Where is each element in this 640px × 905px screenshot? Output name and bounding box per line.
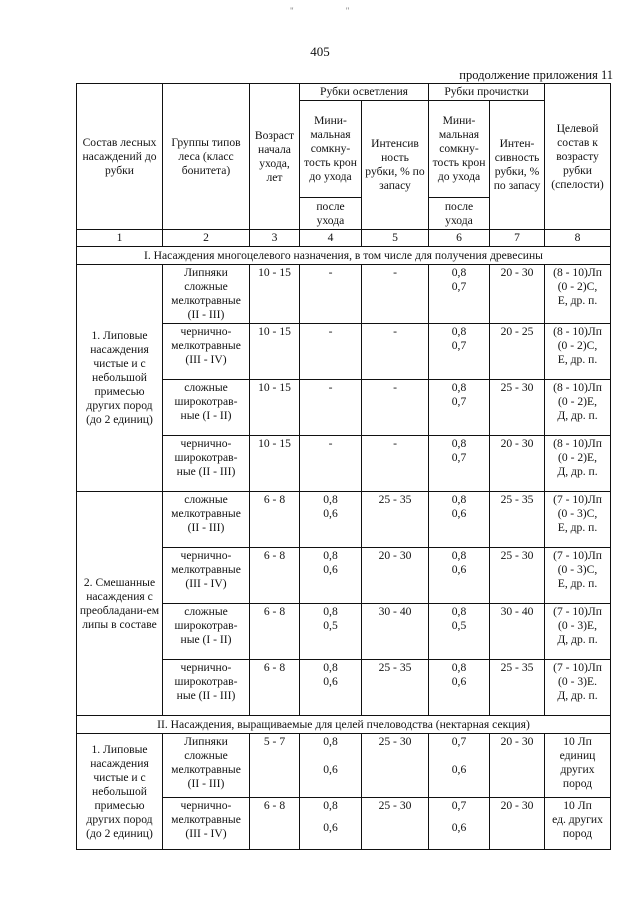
intensity-thin: 20 - 25	[490, 324, 545, 380]
target-composition-cell	[545, 548, 611, 604]
after-care-density-thin: 0,6	[451, 763, 467, 776]
forest-type-line: ные (II - III)	[176, 465, 236, 478]
intensity-light: -	[362, 324, 429, 380]
target-line: ед. других	[552, 813, 603, 826]
species-group: 2. Смешанные насаждения с преобладани-ем липы в составе	[77, 492, 163, 716]
header-min-density: Мини-мальная сомкну-тость крон до ухода	[300, 101, 362, 198]
forest-type-cell	[163, 604, 250, 660]
min-density-thin-cell	[429, 798, 490, 850]
intensity-thin: 25 - 30	[490, 380, 545, 436]
forest-type-line: чернично-	[180, 661, 232, 674]
forest-type-line: широкотрав-	[174, 619, 238, 632]
after-care-density-thin: 0,6	[451, 507, 467, 520]
target-composition-cell	[545, 604, 611, 660]
start-age: 6 - 8	[250, 492, 300, 548]
intensity-light: -	[362, 436, 429, 492]
target-composition-cell	[545, 492, 611, 548]
intensity-light: 20 - 30	[362, 548, 429, 604]
target-line: (8 - 10)Лп	[553, 437, 602, 450]
target-line: пород	[562, 827, 593, 840]
target-composition-cell	[545, 798, 611, 850]
min-density-thin-cell	[429, 265, 490, 324]
scan-marks	[290, 6, 401, 16]
after-care-density-thin: 0,6	[451, 563, 467, 576]
min-density-cell	[300, 380, 362, 436]
forest-type-line: (III - IV)	[185, 827, 227, 840]
start-age: 6 - 8	[250, 660, 300, 716]
forest-type-line: (III - IV)	[185, 353, 227, 366]
intensity-thin: 25 - 35	[490, 492, 545, 548]
min-density: -	[328, 266, 333, 279]
after-care-density-thin: 0,6	[451, 821, 467, 834]
min-density-cell	[300, 436, 362, 492]
target-line: Е, др. п.	[557, 577, 598, 590]
intensity-light: -	[362, 380, 429, 436]
column-number: 6	[429, 230, 490, 247]
forest-type-line: (II - III)	[187, 521, 225, 534]
forest-type-line: чернично-	[180, 325, 232, 338]
after-care-density: 0,6	[323, 675, 338, 688]
after-care-density-thin: 0,7	[451, 280, 467, 293]
intensity-thin: 25 - 35	[490, 660, 545, 716]
start-age: 10 - 15	[250, 324, 300, 380]
min-density-thin-cell	[429, 604, 490, 660]
target-line: Д, др. п.	[557, 465, 598, 478]
target-line: (0 - 2)С,	[557, 280, 598, 293]
target-composition-cell	[545, 265, 611, 324]
start-age: 10 - 15	[250, 380, 300, 436]
target-line: Е, др. п.	[557, 353, 598, 366]
intensity-light: 25 - 35	[362, 660, 429, 716]
after-care-density-thin: 0,5	[451, 619, 467, 632]
forest-type-line: чернично-	[180, 549, 232, 562]
forest-type-cell	[163, 734, 250, 798]
header-thinning: Рубки прочистки	[429, 84, 545, 101]
min-density-cell	[300, 660, 362, 716]
column-number: 5	[362, 230, 429, 247]
min-density-thin: 0,8	[451, 437, 467, 450]
intensity-light: 25 - 30	[362, 734, 429, 798]
min-density-cell	[300, 265, 362, 324]
min-density-cell	[300, 604, 362, 660]
forest-type-line: мелкотравные	[171, 507, 241, 520]
target-line: пород	[562, 777, 593, 790]
forest-type-cell	[163, 492, 250, 548]
forest-type-line: широкотрав-	[174, 451, 238, 464]
target-line: единиц	[559, 749, 596, 762]
after-care-density-thin: 0,7	[451, 339, 467, 352]
forest-type-line: сложные	[184, 605, 228, 618]
scan-mark: "	[290, 6, 294, 16]
min-density-cell	[300, 324, 362, 380]
intensity-thin: 20 - 30	[490, 265, 545, 324]
min-density-cell	[300, 734, 362, 798]
min-density: -	[328, 437, 333, 450]
min-density: 0,8	[323, 661, 338, 674]
forest-type-line: Липняки	[184, 735, 228, 748]
header-forest-type: Группы типов леса (класс бонитета)	[163, 84, 250, 230]
after-care-density-thin: 0,7	[451, 451, 467, 464]
header-species: Состав лесных насаждений до рубки	[77, 84, 163, 230]
min-density-thin-cell	[429, 436, 490, 492]
forest-type-line: широкотрав-	[174, 675, 238, 688]
forest-type-line: сложные	[184, 381, 228, 394]
min-density-thin: 0,8	[451, 549, 467, 562]
after-care-density-thin: 0,7	[451, 395, 467, 408]
forest-type-line: сложные	[184, 749, 228, 762]
intensity-light: 30 - 40	[362, 604, 429, 660]
min-density: 0,8	[323, 549, 338, 562]
min-density-thin-cell	[429, 660, 490, 716]
target-line: (0 - 3)С,	[557, 507, 598, 520]
intensity-thin: 25 - 30	[490, 548, 545, 604]
min-density-thin-cell	[429, 492, 490, 548]
target-line: (0 - 2)С,	[557, 339, 598, 352]
target-line: (0 - 2)Е,	[558, 395, 597, 408]
min-density-thin-cell	[429, 324, 490, 380]
after-care-density-thin: 0,6	[451, 675, 467, 688]
forest-type-line: (II - III)	[187, 308, 225, 321]
target-line: Е, др. п.	[557, 521, 598, 534]
species-group: 1. Липовые насаждения чистые и с небольшой примесью других пород (до 2 единиц)	[77, 734, 163, 850]
start-age: 10 - 15	[250, 265, 300, 324]
min-density: -	[328, 325, 333, 338]
after-care-density: 0,6	[323, 507, 338, 520]
forest-type-line: (II - III)	[187, 777, 225, 790]
forest-type-line: чернично-	[180, 799, 232, 812]
target-line: 10 Лп	[563, 799, 592, 812]
forest-type-cell	[163, 265, 250, 324]
start-age: 10 - 15	[250, 436, 300, 492]
intensity-light: -	[362, 265, 429, 324]
column-number: 4	[300, 230, 362, 247]
intensity-thin: 20 - 30	[490, 798, 545, 850]
forest-type-line: ные (II - III)	[176, 689, 236, 702]
target-composition-cell	[545, 734, 611, 798]
min-density: 0,8	[323, 799, 338, 812]
min-density-thin: 0,7	[451, 735, 467, 748]
forest-type-line: ные (I - II)	[180, 409, 232, 422]
min-density: 0,8	[323, 735, 338, 748]
intensity-light: 25 - 35	[362, 492, 429, 548]
header-min-density-thin: Мини-мальная сомкну-тость крон до ухода	[429, 101, 490, 198]
forest-type-line: мелкотравные	[171, 339, 241, 352]
target-line: (0 - 2)Е,	[558, 451, 597, 464]
min-density-thin: 0,8	[451, 325, 467, 338]
after-care-density: 0,6	[323, 563, 338, 576]
target-line: Д, др. п.	[557, 409, 598, 422]
header-start-age: Возраст начала ухода, лет	[250, 84, 300, 230]
target-line: 10 Лп	[563, 735, 592, 748]
forest-type-line: Липняки	[184, 266, 228, 279]
forest-type-line: сложные	[184, 280, 228, 293]
page-number: 405	[310, 44, 330, 59]
target-line: (7 - 10)Лп	[553, 549, 602, 562]
target-composition-cell	[545, 324, 611, 380]
forest-type-line: мелкотравные	[171, 763, 241, 776]
target-line: (0 - 3)Е,	[558, 619, 597, 632]
target-line: Д, др. п.	[557, 633, 598, 646]
header-after-care-thin: после ухода	[429, 198, 490, 230]
min-density-thin: 0,8	[451, 266, 467, 279]
target-line: (8 - 10)Лп	[553, 325, 602, 338]
min-density-cell	[300, 548, 362, 604]
column-number: 2	[163, 230, 250, 247]
min-density-thin: 0,8	[451, 493, 467, 506]
min-density-thin-cell	[429, 734, 490, 798]
species-group: 1. Липовые насаждения чистые и с небольшой примесью других пород (до 2 единиц)	[77, 265, 163, 492]
start-age: 6 - 8	[250, 548, 300, 604]
target-line: (8 - 10)Лп	[553, 381, 602, 394]
target-line: (7 - 10)Лп	[553, 661, 602, 674]
after-care-density: 0,6	[323, 821, 338, 834]
after-care-density: 0,5	[323, 619, 338, 632]
forest-type-cell	[163, 548, 250, 604]
start-age: 6 - 8	[250, 604, 300, 660]
target-line: (0 - 3)Е.	[558, 675, 597, 688]
target-composition-cell	[545, 380, 611, 436]
column-number: 1	[77, 230, 163, 247]
forest-type-line: ные (I - II)	[180, 633, 232, 646]
forest-type-cell	[163, 798, 250, 850]
forest-type-cell	[163, 660, 250, 716]
forest-type-line: (III - IV)	[185, 577, 227, 590]
forest-type-line: широкотрав-	[174, 395, 238, 408]
header-intensity-thin: Интен-сивность рубки, % по запасу	[490, 101, 545, 230]
target-line: Е, др. п.	[557, 294, 598, 307]
header-target-composition: Целевой состав к возрасту рубки (спелости)	[545, 84, 611, 230]
target-line: (7 - 10)Лп	[553, 605, 602, 618]
min-density-cell	[300, 492, 362, 548]
min-density-cell	[300, 798, 362, 850]
forest-type-line: чернично-	[180, 437, 232, 450]
column-number: 7	[490, 230, 545, 247]
section-title: II. Насаждения, выращиваемые для целей пчеловодства (нектарная секция)	[77, 716, 611, 734]
target-line: (8 - 10)Лп	[553, 266, 602, 279]
forest-type-line: мелкотравные	[171, 563, 241, 576]
target-composition-cell	[545, 436, 611, 492]
column-number: 3	[250, 230, 300, 247]
target-line: других	[560, 763, 595, 776]
min-density: -	[328, 381, 333, 394]
start-age: 5 - 7	[250, 734, 300, 798]
header-intensity-light: Интенсив ность рубки, % по запасу	[362, 101, 429, 230]
forest-type-line: мелкотравные	[171, 294, 241, 307]
target-line: (0 - 3)С,	[557, 563, 598, 576]
forest-type-cell	[163, 324, 250, 380]
min-density-thin: 0,8	[451, 661, 467, 674]
intensity-thin: 30 - 40	[490, 604, 545, 660]
forest-type-cell	[163, 436, 250, 492]
intensity-light: 25 - 30	[362, 798, 429, 850]
forest-type-line: сложные	[184, 493, 228, 506]
start-age: 6 - 8	[250, 798, 300, 850]
continuation-label: продолжение приложения 11	[459, 68, 613, 82]
header-after-care: после ухода	[300, 198, 362, 230]
min-density: 0,8	[323, 605, 338, 618]
target-line: (7 - 10)Лп	[553, 493, 602, 506]
min-density-thin: 0,7	[451, 799, 467, 812]
scan-mark: "	[345, 6, 350, 16]
forest-type-cell	[163, 380, 250, 436]
target-line: Д, др. п.	[557, 689, 598, 702]
forest-type-line: мелкотравные	[171, 813, 241, 826]
min-density-thin-cell	[429, 380, 490, 436]
min-density: 0,8	[323, 493, 338, 506]
min-density-thin-cell	[429, 548, 490, 604]
min-density-thin: 0,8	[451, 381, 467, 394]
after-care-density: 0,6	[323, 763, 338, 776]
intensity-thin: 20 - 30	[490, 734, 545, 798]
min-density-thin: 0,8	[451, 605, 467, 618]
target-composition-cell	[545, 660, 611, 716]
forest-table	[76, 83, 611, 850]
header-light-cutting: Рубки осветления	[300, 84, 429, 101]
column-number: 8	[545, 230, 611, 247]
intensity-thin: 20 - 30	[490, 436, 545, 492]
section-title: I. Насаждения многоцелевого назначения, в том числе для получения древесины	[77, 247, 611, 265]
